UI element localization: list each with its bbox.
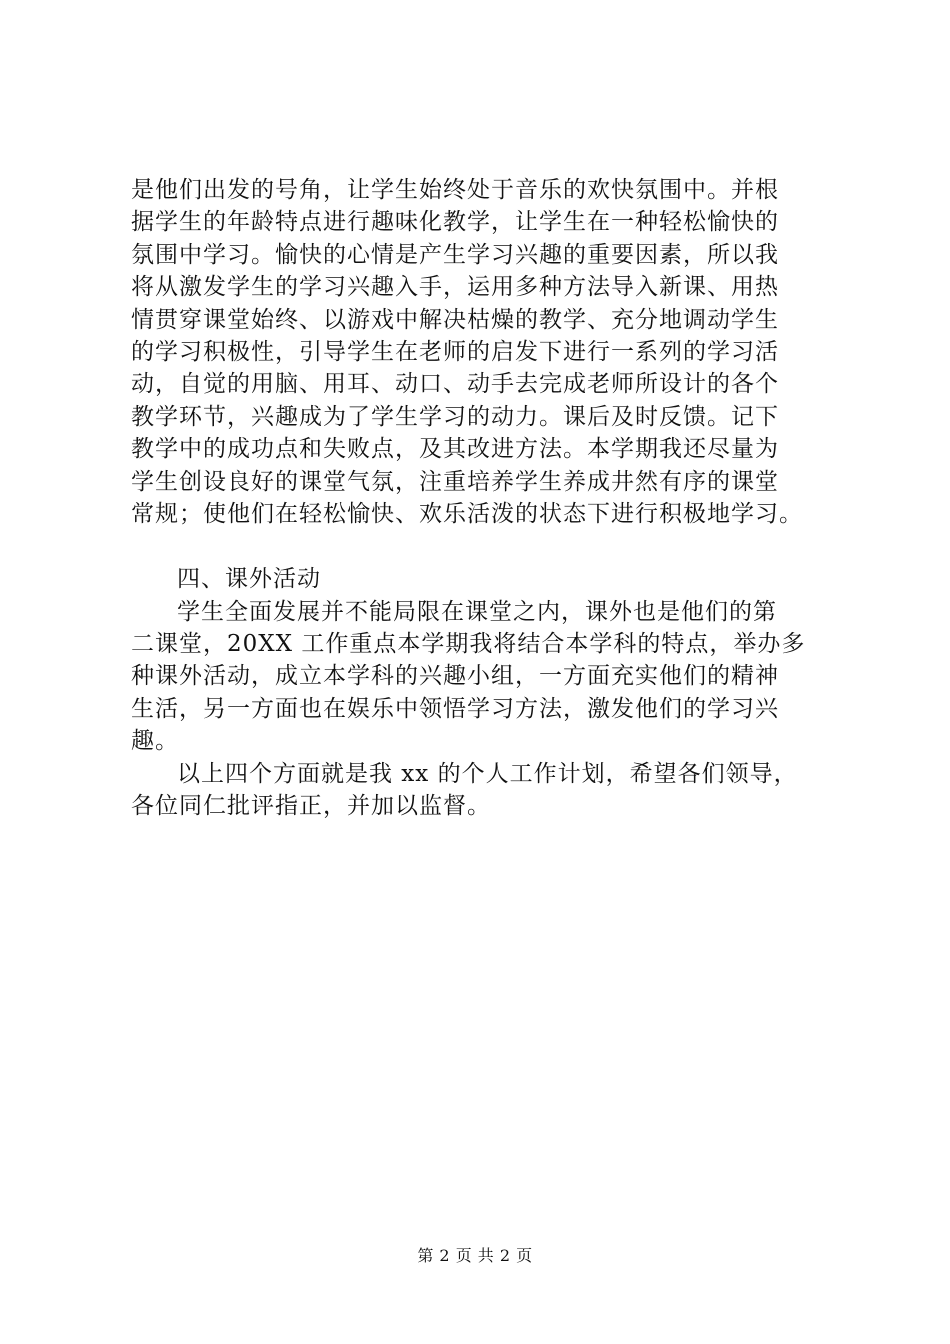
text-line: 教学环节，兴趣成为了学生学习的动力。课后及时反馈。记下 xyxy=(131,403,779,430)
text-line: 种课外活动，成立本学科的兴趣小组，一方面充实他们的精神 xyxy=(131,663,779,690)
text-line: 的学习积极性，引导学生在老师的启发下进行一系列的学习活 xyxy=(131,338,779,365)
text-line: 教学中的成功点和失败点，及其改进方法。本学期我还尽量为 xyxy=(131,436,779,463)
section-heading: 四、课外活动 xyxy=(177,566,321,593)
paragraph-continuation xyxy=(131,174,851,530)
text-line: 是他们出发的号角，让学生始终处于音乐的欢快氛围中。并根 xyxy=(131,177,779,203)
text-line: 以上四个方面就是我 xx 的个人工作计划，希望各们领导， xyxy=(177,760,798,787)
text-line: 氛围中学习。愉快的心情是产生学习兴趣的重要因素，所以我 xyxy=(131,241,779,268)
text-line: 将从激发学生的学习兴趣入手，运用多种方法导入新课、用热 xyxy=(131,274,779,301)
text-line: 情贯穿课堂始终、以游戏中解决枯燥的教学、充分地调动学生 xyxy=(131,306,779,333)
text-line: 常规；使他们在轻松愉快、欢乐活泼的状态下进行积极地学习。 xyxy=(131,500,803,527)
document-body xyxy=(131,174,851,822)
text-line: 各位同仁批评指正，并加以监督。 xyxy=(131,793,491,820)
page-number-footer: 第 2 页 共 2 页 xyxy=(417,1246,533,1265)
text-line: 动，自觉的用脑、用耳、动口、动手去完成老师所设计的各个 xyxy=(131,371,779,398)
paragraph-extracurricular xyxy=(131,596,851,758)
text-line: 学生创设良好的课堂气氛，注重培养学生养成井然有序的课堂 xyxy=(131,468,779,495)
text-line: 学生全面发展并不能局限在课堂之内，课外也是他们的第 xyxy=(177,598,777,625)
paragraph-closing xyxy=(131,758,851,823)
text-line: 趣。 xyxy=(131,728,179,755)
text-line: 据学生的年龄特点进行趣味化教学，让学生在一种轻松愉快的 xyxy=(131,209,779,236)
text-line: 二课堂，20XX 工作重点本学期我将结合本学科的特点，举办多 xyxy=(131,631,806,658)
text-line: 生活，另一方面也在娱乐中领悟学习方法，激发他们的学习兴 xyxy=(131,695,779,722)
paragraph-spacer xyxy=(131,530,851,563)
